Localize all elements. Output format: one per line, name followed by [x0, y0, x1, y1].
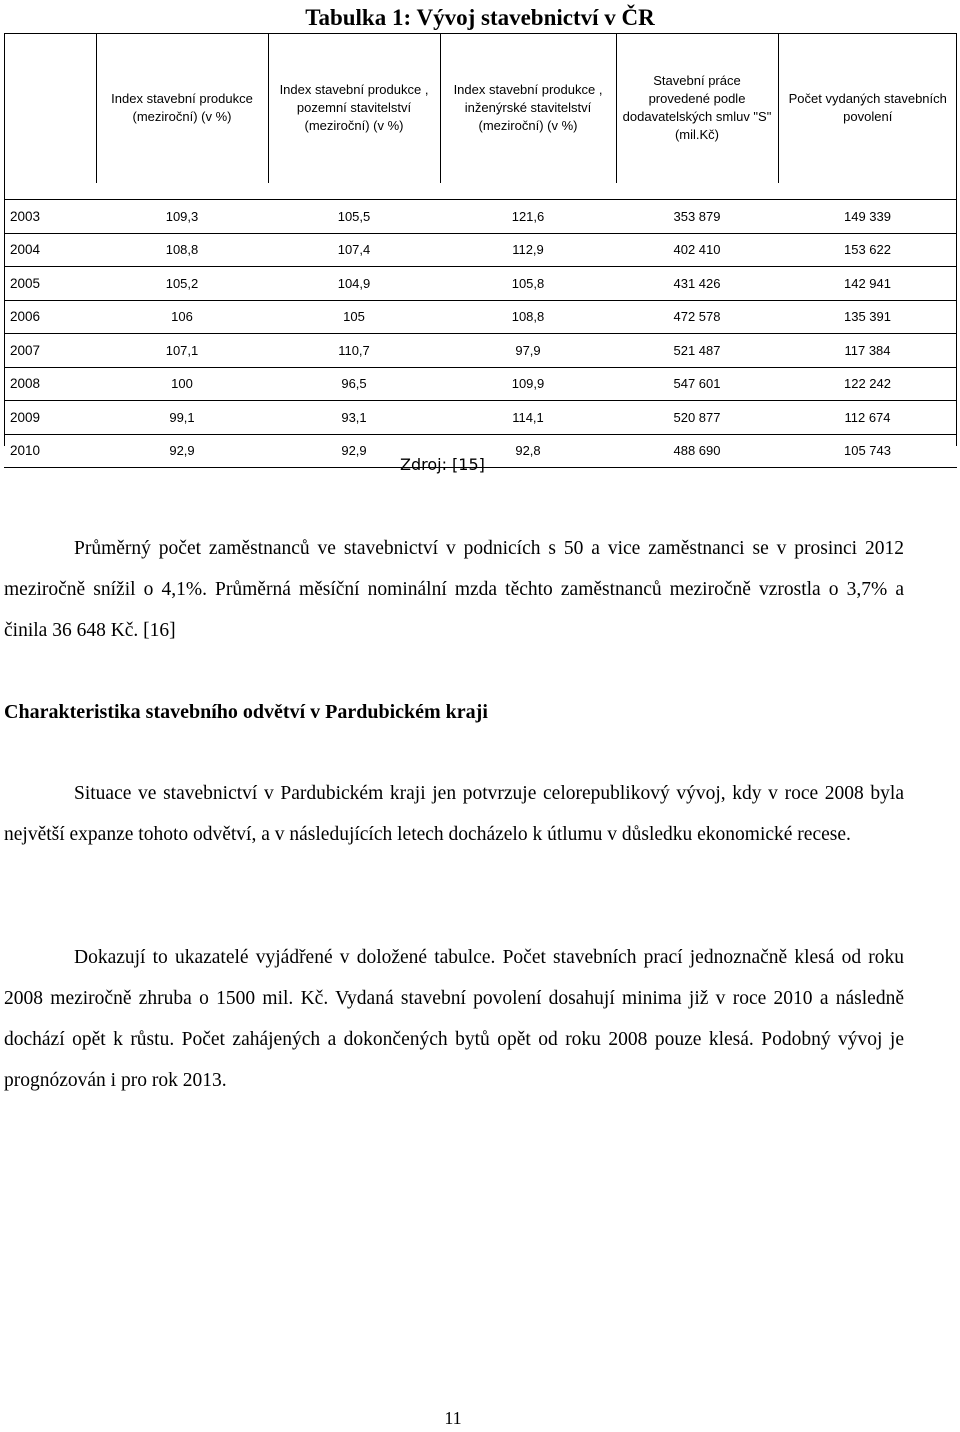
table-title: Tabulka 1: Vývoj stavebnictví v ČR — [305, 5, 655, 30]
table-cell: 153 622 — [778, 233, 957, 267]
table-cell: 149 339 — [778, 200, 957, 234]
table-cell: 112 674 — [778, 401, 957, 435]
table-cell: 142 941 — [778, 267, 957, 301]
table-row — [4, 267, 957, 301]
paragraph-situation: Situace ve stavebnictví v Pardubickém kraji jen potvrzuje celorepublikový vývoj, kdy v roce 2008 byla největší expanze tohoto odvětví, a v následujících letech docházelo k útlumu v důsledku ekonomické recese. — [4, 783, 904, 845]
section-heading: Charakteristika stavebního odvětví v Pardubickém kraji — [4, 701, 488, 723]
table-cell: 92,9 — [96, 434, 268, 468]
table-cell: 488 690 — [616, 434, 778, 468]
table-cell: 109,9 — [440, 367, 616, 401]
paragraph-indicators: Dokazují to ukazatelé vyjádřené v doložené tabulce. Počet stavebních prací jednoznačně klesá od roku 2008 meziročně zhruba o 1500 mil. Kč. Vydaná stavební povolení dosahují minima již v roce 2010 a následně dochází opět k růstu. Počet zahájených a dokončených bytů opět od roku 2008 pouze klesá. Podobný vývoj je prognózován i pro rok 2013. — [4, 947, 904, 1091]
table-cell: 121,6 — [440, 200, 616, 234]
table-header-row — [4, 33, 957, 183]
construction-table — [4, 33, 957, 468]
table-cell: 105,5 — [268, 200, 440, 234]
table-cell: 117 384 — [778, 334, 957, 368]
table-row — [4, 200, 957, 234]
table-cell: 110,7 — [268, 334, 440, 368]
table-cell: 472 578 — [616, 300, 778, 334]
table-year-cell: 2006 — [4, 300, 96, 334]
table-row — [4, 334, 957, 368]
table-cell: 114,1 — [440, 401, 616, 435]
table-header-cell: Stavební práce provedené podle dodavatelských smluv "S" (mil.Kč) — [616, 33, 778, 183]
table-cell: 100 — [96, 367, 268, 401]
table-row — [4, 300, 957, 334]
table-cell: 107,1 — [96, 334, 268, 368]
table-cell: 520 877 — [616, 401, 778, 435]
table-header-cell: Index stavební produkce , inženýrské stavitelství (meziroční) (v %) — [440, 33, 616, 183]
table-header-cell: Index stavební produkce (meziroční) (v %) — [96, 33, 268, 183]
table-cell: 521 487 — [616, 334, 778, 368]
table-header-cell — [4, 33, 96, 183]
table-body — [4, 33, 957, 468]
table-cell: 135 391 — [778, 300, 957, 334]
table-cell: 99,1 — [96, 401, 268, 435]
table-cell: 122 242 — [778, 367, 957, 401]
table-header-cell: Index stavební produkce , pozemní stavitelství (meziroční) (v %) — [268, 33, 440, 183]
table-cell: 109,3 — [96, 200, 268, 234]
table-cell: 96,5 — [268, 367, 440, 401]
table-source: Zdroj: [15] — [400, 455, 485, 474]
table-row — [4, 367, 957, 401]
table-cell: 93,1 — [268, 401, 440, 435]
table-cell: 105,8 — [440, 267, 616, 301]
table-year-cell: 2003 — [4, 200, 96, 234]
page-number: 11 — [444, 1408, 462, 1428]
table-year-cell: 2008 — [4, 367, 96, 401]
table-cell: 105,2 — [96, 267, 268, 301]
table-header-cell: Počet vydaných stavebních povolení — [778, 33, 957, 183]
table-year-cell: 2004 — [4, 233, 96, 267]
table-cell: 108,8 — [440, 300, 616, 334]
table-cell: 112,9 — [440, 233, 616, 267]
table-cell: 353 879 — [616, 200, 778, 234]
table-cell: 431 426 — [616, 267, 778, 301]
table-cell: 108,8 — [96, 233, 268, 267]
table-year-cell: 2007 — [4, 334, 96, 368]
table-cell: 97,9 — [440, 334, 616, 368]
table-row — [4, 401, 957, 435]
table-year-cell: 2009 — [4, 401, 96, 435]
table-cell: 547 601 — [616, 367, 778, 401]
paragraph-employees: Průměrný počet zaměstnanců ve stavebnictví v podnicích s 50 a vice zaměstnanci se v prosinci 2012 meziročně snížil o 4,1%. Průměrná měsíční nominální mzda těchto zaměstnanců meziročně vzrostla o 3,7% a činila 36 648 Kč. [16] — [4, 538, 904, 641]
table-year-cell: 2010 — [4, 434, 96, 468]
table-cell: 105 — [268, 300, 440, 334]
table-row — [4, 233, 957, 267]
table-spacer-row — [4, 183, 957, 200]
table-cell: 106 — [96, 300, 268, 334]
table-cell: 104,9 — [268, 267, 440, 301]
table-cell: 92,8 — [440, 434, 616, 468]
table-cell: 92,9 — [268, 434, 440, 468]
table-year-cell: 2005 — [4, 267, 96, 301]
table-cell: 107,4 — [268, 233, 440, 267]
table-cell: 402 410 — [616, 233, 778, 267]
table-cell: 105 743 — [778, 434, 957, 468]
